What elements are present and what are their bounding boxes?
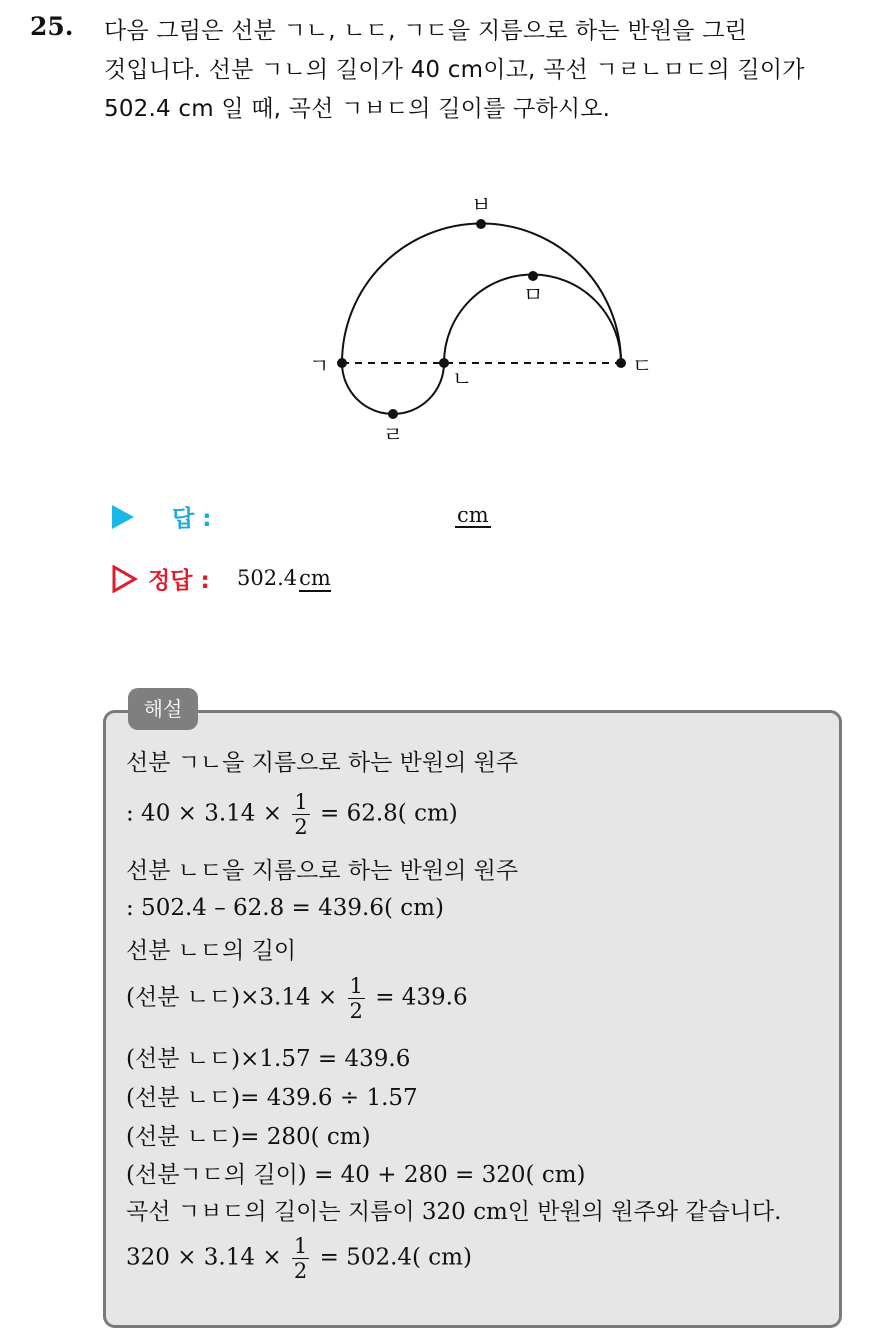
fraction (292, 1234, 309, 1283)
explanation-tab: 해설 (128, 688, 198, 730)
explanation-line: : 502.4 – 62.8 = 439.6( cm) (126, 895, 444, 921)
label-g: ㄱ (309, 354, 330, 378)
label-r: ㄹ (383, 423, 404, 447)
explanation-line: 선분 ㄴㄷ을 지름으로 하는 반원의 원주 (126, 858, 519, 884)
point-b (476, 219, 486, 229)
fraction (292, 790, 309, 839)
question-line: 502.4 cm 일 때, 곡선 ㄱㅂㄷ의 길이를 구하시오. (104, 96, 611, 122)
fraction-numerator: 1 (349, 974, 363, 998)
correct-value-number: 502.4 (237, 566, 298, 590)
answer-label: 답 : (172, 506, 212, 532)
point-r (388, 409, 398, 419)
expr-prefix: (선분 ㄴㄷ)×3.14 × (126, 984, 338, 1011)
fraction-numerator: 1 (294, 790, 308, 814)
expr-suffix: = 502.4( cm) (319, 1244, 472, 1271)
explanation-line: 곡선 ㄱㅂㄷ의 길이는 지름이 320 cm인 반원의 원주와 같습니다. (126, 1199, 782, 1225)
fraction-denominator: 2 (349, 999, 363, 1023)
label-m: ㅁ (523, 283, 544, 307)
correct-value-unit: cm (299, 566, 331, 590)
point-g (337, 358, 347, 368)
expr-suffix: = 62.8( cm) (320, 800, 458, 827)
correct-answer-label: 정답 : (148, 568, 210, 594)
explanation-line: (선분 ㄴㄷ)= 280( cm) (126, 1124, 371, 1150)
question-line: 다음 그림은 선분 ㄱㄴ, ㄴㄷ, ㄱㄷ을 지름으로 하는 반원을 그린 (104, 18, 748, 44)
explanation-line: 선분 ㄴㄷ의 길이 (126, 938, 297, 964)
point-d (616, 358, 626, 368)
explanation-line-fraction (126, 790, 458, 839)
small-semicircle-arc (342, 363, 444, 414)
correct-answer-value (237, 566, 331, 590)
fraction-numerator: 1 (293, 1234, 308, 1258)
explanation-line: (선분 ㄴㄷ)= 439.6 ÷ 1.57 (126, 1085, 418, 1111)
answer-blank-unit[interactable]: cm (457, 503, 489, 527)
expr-prefix: : 40 × 3.14 × (126, 800, 283, 827)
label-n: ㄴ (452, 367, 473, 391)
semicircle-figure (0, 0, 884, 480)
expr-prefix: 320 × 3.14 × (126, 1244, 282, 1271)
fraction (348, 974, 365, 1023)
question-line: 것입니다. 선분 ㄱㄴ의 길이가 40 cm이고, 곡선 ㄱㄹㄴㅁㄷ의 길이가 (104, 57, 805, 83)
outline-triangle-icon (112, 565, 138, 593)
fraction-denominator: 2 (293, 1259, 308, 1283)
answer-row (112, 500, 512, 534)
explanation-line-fraction (126, 1234, 472, 1283)
question-number: 25. (30, 12, 74, 41)
explanation-line: (선분ㄱㄷ의 길이) = 40 + 280 = 320( cm) (126, 1162, 586, 1188)
explanation-line: (선분 ㄴㄷ)×1.57 = 439.6 (126, 1046, 411, 1072)
fraction-denominator: 2 (294, 815, 308, 839)
point-n (439, 358, 449, 368)
label-d: ㄷ (632, 354, 653, 378)
play-icon (112, 505, 134, 529)
expr-suffix: = 439.6 (375, 984, 468, 1011)
point-m (528, 271, 538, 281)
correct-answer-row (112, 562, 512, 596)
explanation-line: 선분 ㄱㄴ을 지름으로 하는 반원의 원주 (126, 750, 519, 776)
explanation-line-fraction (126, 974, 468, 1023)
large-semicircle-arc (342, 223, 621, 363)
label-b: ㅂ (471, 193, 492, 217)
